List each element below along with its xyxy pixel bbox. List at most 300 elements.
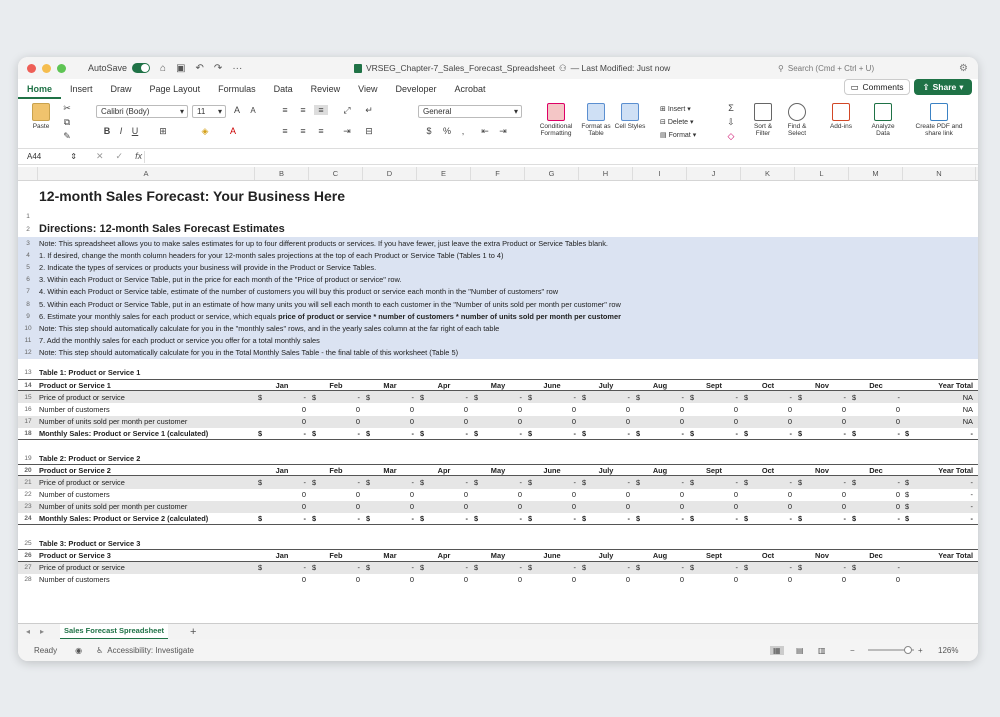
month-header[interactable]: Aug xyxy=(652,465,668,475)
month-header[interactable]: Oct xyxy=(761,465,775,475)
units-cell[interactable]: 0 xyxy=(571,502,576,512)
formula-input[interactable] xyxy=(144,151,968,163)
column-header[interactable]: N xyxy=(903,167,976,180)
more-icon[interactable]: ··· xyxy=(232,62,243,74)
month-header[interactable]: Apr xyxy=(437,465,451,475)
cell-a[interactable]: Table 2: Product or Service 2 xyxy=(39,453,141,463)
month-header[interactable]: Sept xyxy=(705,380,722,390)
decrease-font-icon[interactable]: A xyxy=(250,106,256,115)
price-cell[interactable] xyxy=(633,393,687,402)
customers-cell[interactable]: 0 xyxy=(355,405,360,415)
month-header[interactable]: Nov xyxy=(815,550,829,560)
merge-icon[interactable]: ⊟ xyxy=(365,126,373,136)
row-number[interactable]: 22 xyxy=(24,491,32,499)
customers-cell[interactable]: 0 xyxy=(733,575,738,585)
row-number[interactable]: 4 xyxy=(26,251,30,259)
row-number[interactable]: 9 xyxy=(26,312,30,320)
copy-icon[interactable]: ⧉ xyxy=(63,117,71,127)
table-header-label[interactable]: Product or Service 1 xyxy=(39,380,111,390)
month-header[interactable]: Aug xyxy=(652,550,668,560)
italic-button[interactable]: I xyxy=(119,126,123,136)
price-cell[interactable] xyxy=(795,563,849,572)
sheet-tab-sales-forecast[interactable]: Sales Forecast Spreadsheet xyxy=(60,624,168,640)
create-pdf-button[interactable] xyxy=(912,103,966,137)
last-modified[interactable]: — Last Modified: Just now xyxy=(570,63,671,73)
monthly-sales-cell[interactable] xyxy=(471,514,525,523)
align-center-icon[interactable]: ≡ xyxy=(300,126,306,136)
row-number[interactable]: 15 xyxy=(24,393,32,401)
orientation-icon[interactable]: ⤢ xyxy=(343,105,351,115)
decrease-decimal-icon[interactable]: ⇥ xyxy=(499,126,507,136)
row-number[interactable]: 20 xyxy=(24,466,32,474)
customers-cell[interactable]: 0 xyxy=(463,405,468,415)
year-total-cell[interactable]: NA xyxy=(962,392,973,402)
price-cell[interactable] xyxy=(579,563,633,572)
font-color-icon[interactable]: A xyxy=(229,126,236,136)
align-right-icon[interactable]: ≡ xyxy=(318,126,324,136)
fill-color-icon[interactable]: ◈ xyxy=(201,126,209,136)
price-cell[interactable] xyxy=(525,478,579,487)
units-cell[interactable]: 0 xyxy=(733,417,738,427)
comments-button[interactable] xyxy=(844,79,910,95)
name-box[interactable] xyxy=(24,151,80,163)
month-header[interactable]: Feb xyxy=(329,380,343,390)
column-header[interactable]: A xyxy=(38,167,255,180)
units-cell[interactable]: 0 xyxy=(517,502,522,512)
month-header[interactable]: Mar xyxy=(383,550,397,560)
row-number[interactable]: 19 xyxy=(24,454,32,462)
row-number[interactable]: 11 xyxy=(24,337,32,345)
month-header[interactable]: July xyxy=(598,380,614,390)
year-total-header[interactable]: Year Total xyxy=(938,465,973,475)
increase-decimal-icon[interactable]: ⇤ xyxy=(481,126,489,136)
price-cell[interactable] xyxy=(741,563,795,572)
borders-icon[interactable]: ⊞ xyxy=(159,126,167,136)
customers-cell[interactable]: 0 xyxy=(787,405,792,415)
page-layout-view-icon[interactable]: ▤ xyxy=(796,645,804,655)
year-total-cell[interactable]: NA xyxy=(962,405,973,415)
row-number[interactable]: 25 xyxy=(24,539,32,547)
units-cell[interactable]: 0 xyxy=(625,417,630,427)
align-middle-icon[interactable]: ≡ xyxy=(300,105,306,115)
column-header[interactable]: K xyxy=(741,167,795,180)
tab-review[interactable]: Review xyxy=(310,84,341,94)
price-cell[interactable] xyxy=(309,478,363,487)
customers-cell[interactable]: 0 xyxy=(841,575,846,585)
price-cell[interactable] xyxy=(579,478,633,487)
column-header[interactable]: D xyxy=(363,167,417,180)
monthly-sales-cell[interactable] xyxy=(417,429,471,438)
row-number[interactable]: 14 xyxy=(24,381,32,389)
price-cell[interactable] xyxy=(741,393,795,402)
units-cell[interactable]: 0 xyxy=(787,417,792,427)
column-header[interactable]: I xyxy=(633,167,687,180)
row-number[interactable]: 10 xyxy=(24,324,32,332)
customers-cell[interactable]: 0 xyxy=(679,405,684,415)
customers-cell[interactable]: 0 xyxy=(895,575,900,585)
price-cell[interactable] xyxy=(579,393,633,402)
units-cell[interactable]: 0 xyxy=(517,417,522,427)
cell-a[interactable]: Note: This step should automatically calculate for you in the Total Monthly Sales Table - the final table of this worksheet (Table 5) xyxy=(39,348,459,358)
price-cell[interactable] xyxy=(471,478,525,487)
price-label[interactable]: Price of product or service xyxy=(39,477,125,487)
cell-styles-button[interactable] xyxy=(610,103,650,130)
close-window-button[interactable] xyxy=(27,64,36,73)
fill-icon[interactable]: ⇩ xyxy=(727,117,735,127)
clear-icon[interactable]: ◇ xyxy=(727,131,735,141)
row-number[interactable]: 26 xyxy=(24,551,32,559)
year-total-cell[interactable] xyxy=(903,502,976,511)
tab-view[interactable]: View xyxy=(358,84,378,94)
price-cell[interactable] xyxy=(849,563,903,572)
customers-cell[interactable]: 0 xyxy=(409,575,414,585)
monthly-sales-cell[interactable] xyxy=(417,514,471,523)
price-cell[interactable] xyxy=(363,563,417,572)
normal-view-icon[interactable]: ▦ xyxy=(770,646,784,655)
monthly-sales-cell[interactable] xyxy=(795,514,849,523)
cell-a[interactable]: Table 1: Product or Service 1 xyxy=(39,368,141,378)
sort-filter-button[interactable] xyxy=(746,103,780,137)
month-header[interactable]: June xyxy=(543,380,561,390)
month-header[interactable]: Nov xyxy=(815,380,829,390)
cell-a[interactable]: 3. Within each Product or Service Table, put in the price for each month of the "Price of product or service" row. xyxy=(39,275,402,285)
units-cell[interactable]: 0 xyxy=(409,417,414,427)
price-cell[interactable] xyxy=(795,478,849,487)
undo-icon[interactable]: ↶ xyxy=(195,62,204,74)
row-number[interactable]: 16 xyxy=(24,406,32,414)
bold-button[interactable]: B xyxy=(103,126,111,136)
format-painter-icon[interactable]: ✎ xyxy=(63,131,71,141)
monthly-sales-cell[interactable] xyxy=(255,514,309,523)
units-label[interactable]: Number of units sold per month per customer xyxy=(39,502,188,512)
align-top-icon[interactable]: ≡ xyxy=(282,105,288,115)
price-cell[interactable] xyxy=(525,563,579,572)
font-size-select[interactable] xyxy=(192,105,226,118)
monthly-sales-cell[interactable] xyxy=(849,429,903,438)
units-cell[interactable]: 0 xyxy=(463,417,468,427)
column-header[interactable]: L xyxy=(795,167,849,180)
month-header[interactable]: June xyxy=(543,465,561,475)
add-sheet-icon[interactable]: + xyxy=(190,625,197,638)
month-header[interactable]: Mar xyxy=(383,380,397,390)
column-header[interactable]: H xyxy=(579,167,633,180)
monthly-sales-cell[interactable] xyxy=(471,429,525,438)
units-cell[interactable]: 0 xyxy=(301,502,306,512)
row-number[interactable]: 5 xyxy=(26,263,30,271)
price-cell[interactable] xyxy=(633,478,687,487)
add-ins-button[interactable] xyxy=(824,103,858,130)
month-header[interactable]: Aug xyxy=(652,380,668,390)
units-cell[interactable]: 0 xyxy=(895,417,900,427)
units-cell[interactable]: 0 xyxy=(355,417,360,427)
month-header[interactable]: Feb xyxy=(329,465,343,475)
year-total-header[interactable]: Year Total xyxy=(938,550,973,560)
year-total-cell[interactable] xyxy=(903,478,976,487)
cell-a[interactable]: 5. Within each Product or Service Table, put in an estimate of how many units you will sell each month to each customer in the "Number of units sold per month per customer" row xyxy=(39,299,621,309)
column-header[interactable]: F xyxy=(471,167,525,180)
customers-label[interactable]: Number of customers xyxy=(39,405,110,415)
row-number[interactable]: 18 xyxy=(24,429,32,437)
cell-a[interactable]: 1. If desired, change the month column headers for your 12-month sales projections at the top of each Product or Service Table (Tables 1 to 4) xyxy=(39,250,504,260)
price-cell[interactable] xyxy=(309,563,363,572)
price-cell[interactable] xyxy=(795,393,849,402)
row-number[interactable]: 23 xyxy=(24,503,32,511)
customers-cell[interactable]: 0 xyxy=(787,490,792,500)
month-header[interactable]: Feb xyxy=(329,550,343,560)
monthly-sales-cell[interactable] xyxy=(525,514,579,523)
month-header[interactable]: May xyxy=(490,380,506,390)
customers-cell[interactable]: 0 xyxy=(517,490,522,500)
monthly-sales-cell[interactable] xyxy=(255,429,309,438)
month-header[interactable]: Sept xyxy=(705,465,722,475)
customers-cell[interactable]: 0 xyxy=(571,575,576,585)
customers-cell[interactable]: 0 xyxy=(571,405,576,415)
month-header[interactable]: June xyxy=(543,550,561,560)
customers-cell[interactable]: 0 xyxy=(409,405,414,415)
account-icon[interactable]: ⚙ xyxy=(959,62,968,74)
percent-icon[interactable]: % xyxy=(442,126,451,136)
zoom-window-button[interactable] xyxy=(57,64,66,73)
customers-cell[interactable]: 0 xyxy=(625,490,630,500)
table-header-label[interactable]: Product or Service 3 xyxy=(39,550,111,560)
cell-a[interactable]: 4. Within each Product or Service table, estimate of the number of customers you will buy this product or service each month in the "Number of customers" row xyxy=(39,287,559,297)
increase-font-icon[interactable]: A xyxy=(233,105,240,115)
customers-cell[interactable]: 0 xyxy=(517,405,522,415)
monthly-sales-label[interactable]: Monthly Sales: Product or Service 1 (calculated) xyxy=(39,428,209,438)
customers-cell[interactable]: 0 xyxy=(355,575,360,585)
delete-cells-button[interactable]: ⊟ Delete ▾ xyxy=(660,119,694,126)
monthly-sales-cell[interactable] xyxy=(741,514,795,523)
row-number[interactable]: 27 xyxy=(24,564,32,572)
monthly-sales-cell[interactable] xyxy=(687,514,741,523)
customers-cell[interactable]: 0 xyxy=(409,490,414,500)
autosave-toggle[interactable] xyxy=(132,63,150,73)
monthly-sales-cell[interactable] xyxy=(309,429,363,438)
monthly-sales-cell[interactable] xyxy=(741,429,795,438)
customers-label[interactable]: Number of customers xyxy=(39,490,110,500)
customers-cell[interactable]: 0 xyxy=(679,490,684,500)
monthly-sales-total[interactable] xyxy=(903,429,976,438)
tab-formulas[interactable]: Formulas xyxy=(218,84,256,94)
customers-cell[interactable]: 0 xyxy=(517,575,522,585)
customers-cell[interactable]: 0 xyxy=(733,490,738,500)
insert-cells-button[interactable]: ⊞ Insert ▾ xyxy=(660,106,691,113)
customers-cell[interactable]: 0 xyxy=(301,575,306,585)
row-number[interactable]: 6 xyxy=(26,276,30,284)
price-cell[interactable] xyxy=(849,393,903,402)
home-icon[interactable]: ⌂ xyxy=(160,62,167,74)
tab-draw[interactable]: Draw xyxy=(110,84,132,94)
paste-button[interactable] xyxy=(26,103,56,130)
column-header[interactable]: J xyxy=(687,167,741,180)
row-number[interactable]: 8 xyxy=(26,300,30,308)
month-header[interactable]: Dec xyxy=(869,465,883,475)
price-cell[interactable] xyxy=(309,393,363,402)
indent-icon[interactable]: ⇥ xyxy=(343,126,351,136)
row-number[interactable]: 1 xyxy=(26,212,30,220)
tab-data[interactable]: Data xyxy=(273,84,293,94)
tab-home[interactable]: Home xyxy=(18,79,61,99)
price-cell[interactable] xyxy=(417,478,471,487)
worksheet-grid[interactable] xyxy=(18,167,978,623)
units-cell[interactable]: 0 xyxy=(895,502,900,512)
row-number[interactable]: 21 xyxy=(24,478,32,486)
cell-a[interactable]: 2. Indicate the types of services or products your business will provide in the Product or Service Tables. xyxy=(39,262,377,272)
zoom-out-icon[interactable]: − xyxy=(850,645,855,655)
confirm-icon[interactable]: ✓ xyxy=(115,151,124,161)
customers-cell[interactable]: 0 xyxy=(895,405,900,415)
next-sheet-icon[interactable]: ▸ xyxy=(40,627,45,636)
table-header-label[interactable]: Product or Service 2 xyxy=(39,465,111,475)
monthly-sales-cell[interactable] xyxy=(525,429,579,438)
sheet-title[interactable]: 12-month Sales Forecast: Your Business Here xyxy=(39,188,346,204)
cell-a[interactable]: Note: This spreadsheet allows you to make sales estimates for up to four different products or services. If you have fewer, just leave the extra Product or Service Tables blank. xyxy=(39,238,608,248)
find-select-button[interactable] xyxy=(780,103,814,137)
row-number[interactable]: 24 xyxy=(24,515,32,523)
customers-cell[interactable]: 0 xyxy=(571,490,576,500)
cell-a[interactable]: Table 3: Product or Service 3 xyxy=(39,538,141,548)
macro-record-icon[interactable]: ◉ xyxy=(75,645,83,655)
price-cell[interactable] xyxy=(471,393,525,402)
customers-cell[interactable]: 0 xyxy=(463,490,468,500)
monthly-sales-cell[interactable] xyxy=(633,429,687,438)
monthly-sales-cell[interactable] xyxy=(363,429,417,438)
conditional-formatting-button[interactable] xyxy=(534,103,578,137)
price-cell[interactable] xyxy=(687,478,741,487)
month-header[interactable]: Apr xyxy=(437,380,451,390)
customers-label[interactable]: Number of customers xyxy=(39,575,110,585)
units-cell[interactable]: 0 xyxy=(571,417,576,427)
zoom-in-icon[interactable]: + xyxy=(918,645,923,655)
currency-icon[interactable]: $ xyxy=(426,126,432,136)
monthly-sales-cell[interactable] xyxy=(579,514,633,523)
units-cell[interactable]: 0 xyxy=(841,417,846,427)
accessibility-status[interactable]: Accessibility: Investigate xyxy=(107,645,194,655)
column-header[interactable]: G xyxy=(525,167,579,180)
customers-cell[interactable]: 0 xyxy=(895,490,900,500)
price-cell[interactable] xyxy=(741,478,795,487)
price-cell[interactable] xyxy=(471,563,525,572)
units-cell[interactable]: 0 xyxy=(679,502,684,512)
price-cell[interactable] xyxy=(255,393,309,402)
zoom-slider[interactable] xyxy=(868,649,914,651)
cell-a[interactable]: 7. Add the monthly sales for each product or service you offer for a total monthly sales xyxy=(39,336,320,346)
month-header[interactable]: July xyxy=(598,465,614,475)
number-format-select[interactable] xyxy=(418,105,522,118)
units-cell[interactable]: 0 xyxy=(301,417,306,427)
month-header[interactable]: May xyxy=(490,550,506,560)
price-cell[interactable] xyxy=(687,393,741,402)
month-header[interactable]: Sept xyxy=(705,550,722,560)
month-header[interactable]: Dec xyxy=(869,550,883,560)
zoom-level[interactable]: 126% xyxy=(938,645,959,655)
row-number[interactable]: 12 xyxy=(24,349,32,357)
month-header[interactable]: Oct xyxy=(761,380,775,390)
units-cell[interactable]: 0 xyxy=(625,502,630,512)
cell-a[interactable]: Note: This step should automatically calculate for you in the "monthly sales" rows, and in the yearly sales column at the far right of each table xyxy=(39,323,500,333)
monthly-sales-cell[interactable] xyxy=(579,429,633,438)
customers-cell[interactable]: 0 xyxy=(355,490,360,500)
tab-page-layout[interactable]: Page Layout xyxy=(149,84,201,94)
price-label[interactable]: Price of product or service xyxy=(39,563,125,573)
year-total-cell[interactable] xyxy=(903,490,976,499)
column-header[interactable]: C xyxy=(309,167,363,180)
analyze-data-button[interactable] xyxy=(866,103,900,137)
price-cell[interactable] xyxy=(363,478,417,487)
price-cell[interactable] xyxy=(417,393,471,402)
monthly-sales-cell[interactable] xyxy=(633,514,687,523)
monthly-sales-total[interactable] xyxy=(903,514,976,523)
month-header[interactable]: Jan xyxy=(275,550,289,560)
customers-cell[interactable]: 0 xyxy=(625,575,630,585)
month-header[interactable]: Oct xyxy=(761,550,775,560)
align-left-icon[interactable]: ≡ xyxy=(282,126,288,136)
units-cell[interactable]: 0 xyxy=(463,502,468,512)
month-header[interactable]: Jan xyxy=(275,380,289,390)
units-cell[interactable]: 0 xyxy=(679,417,684,427)
zoom-slider-handle[interactable] xyxy=(904,646,912,654)
prev-sheet-icon[interactable]: ◂ xyxy=(26,627,31,636)
price-cell[interactable] xyxy=(525,393,579,402)
tab-insert[interactable]: Insert xyxy=(70,84,93,94)
function-icon[interactable]: fx xyxy=(135,151,143,161)
monthly-sales-label[interactable]: Monthly Sales: Product or Service 2 (calculated) xyxy=(39,514,209,524)
price-cell[interactable] xyxy=(417,563,471,572)
column-header[interactable]: B xyxy=(255,167,309,180)
units-label[interactable]: Number of units sold per month per customer xyxy=(39,417,188,427)
minimize-window-button[interactable] xyxy=(42,64,51,73)
redo-icon[interactable]: ↷ xyxy=(213,62,223,74)
month-header[interactable]: July xyxy=(598,550,614,560)
price-cell[interactable] xyxy=(633,563,687,572)
price-cell[interactable] xyxy=(363,393,417,402)
tab-developer[interactable]: Developer xyxy=(395,84,437,94)
monthly-sales-cell[interactable] xyxy=(363,514,417,523)
comma-icon[interactable]: , xyxy=(461,126,465,136)
row-number[interactable]: 3 xyxy=(26,239,30,247)
month-header[interactable]: Apr xyxy=(437,550,451,560)
year-total-header[interactable]: Year Total xyxy=(938,380,973,390)
month-header[interactable]: Nov xyxy=(815,465,829,475)
customers-cell[interactable]: 0 xyxy=(841,405,846,415)
share-button[interactable] xyxy=(914,79,972,95)
cut-icon[interactable]: ✂ xyxy=(63,103,71,113)
monthly-sales-cell[interactable] xyxy=(309,514,363,523)
search-box[interactable] xyxy=(778,61,918,75)
align-bottom-icon[interactable]: ≡ xyxy=(314,105,328,115)
format-cells-button[interactable]: ▤ Format ▾ xyxy=(660,132,697,139)
row-number[interactable]: 13 xyxy=(24,369,32,377)
monthly-sales-cell[interactable] xyxy=(795,429,849,438)
tab-acrobat[interactable]: Acrobat xyxy=(454,84,486,94)
month-header[interactable]: Jan xyxy=(275,465,289,475)
month-header[interactable]: May xyxy=(490,465,506,475)
row-number[interactable]: 2 xyxy=(26,225,30,233)
customers-cell[interactable]: 0 xyxy=(301,405,306,415)
monthly-sales-cell[interactable] xyxy=(687,429,741,438)
price-cell[interactable] xyxy=(687,563,741,572)
units-cell[interactable]: 0 xyxy=(787,502,792,512)
cancel-icon[interactable]: ✕ xyxy=(96,151,104,161)
monthly-sales-cell[interactable] xyxy=(849,514,903,523)
units-cell[interactable]: 0 xyxy=(409,502,414,512)
customers-cell[interactable]: 0 xyxy=(301,490,306,500)
customers-cell[interactable]: 0 xyxy=(625,405,630,415)
units-cell[interactable]: 0 xyxy=(841,502,846,512)
units-cell[interactable]: 0 xyxy=(355,502,360,512)
wrap-text-icon[interactable]: ↵ xyxy=(365,105,373,115)
units-cell[interactable]: 0 xyxy=(733,502,738,512)
